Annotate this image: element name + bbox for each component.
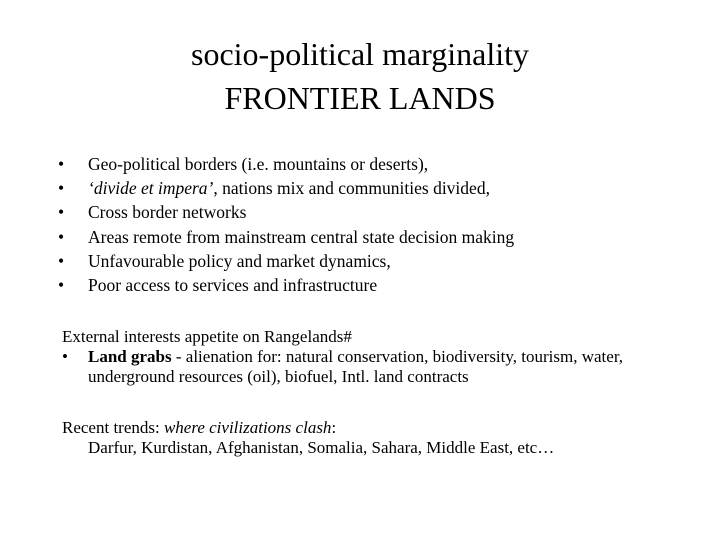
bullet-icon: •	[62, 347, 68, 366]
bullet-text: , nations mix and communities divided,	[213, 178, 490, 199]
bullet-icon: •	[58, 178, 65, 199]
title-line-1: socio-political marginality	[191, 36, 529, 72]
bullet-icon: •	[58, 202, 65, 223]
bullet-text: Unfavourable policy and market dynamics,	[88, 250, 391, 271]
recent-trends-prefix: Recent trends:	[62, 418, 164, 437]
bullet-icon: •	[58, 154, 65, 174]
list-item	[58, 152, 514, 176]
bullet-icon: •	[58, 250, 65, 271]
recent-trends-line	[62, 418, 554, 438]
land-grabs-text: - alienation for: natural conservation, biodiversity, tourism, water, underground resources (oil), biofuel, Intl. land contracts	[88, 347, 624, 386]
list-item	[58, 273, 514, 297]
bullet-icon: •	[58, 275, 65, 296]
recent-trends-regions: Darfur, Kurdistan, Afghanistan, Somalia, Sahara, Middle East, etc…	[88, 438, 555, 457]
bullet-list	[58, 152, 514, 297]
bullet-text: Poor access to services and infrastructure	[88, 275, 378, 296]
list-item	[58, 225, 514, 249]
list-item	[58, 200, 514, 224]
title-line-2: FRONTIER LANDS	[224, 80, 496, 116]
bullet-text: Areas remote from mainstream central state decision making	[88, 226, 515, 247]
external-interests-heading: External interests appetite on Rangelands#	[62, 327, 352, 346]
bullet-icon: •	[58, 226, 65, 247]
recent-trends-section	[62, 418, 554, 458]
recent-trends-italic: where civilizations clash	[163, 418, 332, 437]
recent-trends-suffix: :	[331, 418, 337, 437]
external-interests-section	[62, 327, 708, 387]
bullet-text: Geo-political borders (i.e. mountains or deserts),	[88, 154, 429, 174]
list-item	[58, 249, 514, 273]
land-grabs-label: Land grabs	[88, 347, 172, 366]
bullet-italic-text: ‘divide et impera’	[88, 178, 214, 199]
bullet-text: Cross border networks	[88, 202, 247, 223]
list-item	[58, 176, 514, 200]
slide-title	[0, 32, 720, 120]
land-grabs-item	[62, 347, 708, 387]
